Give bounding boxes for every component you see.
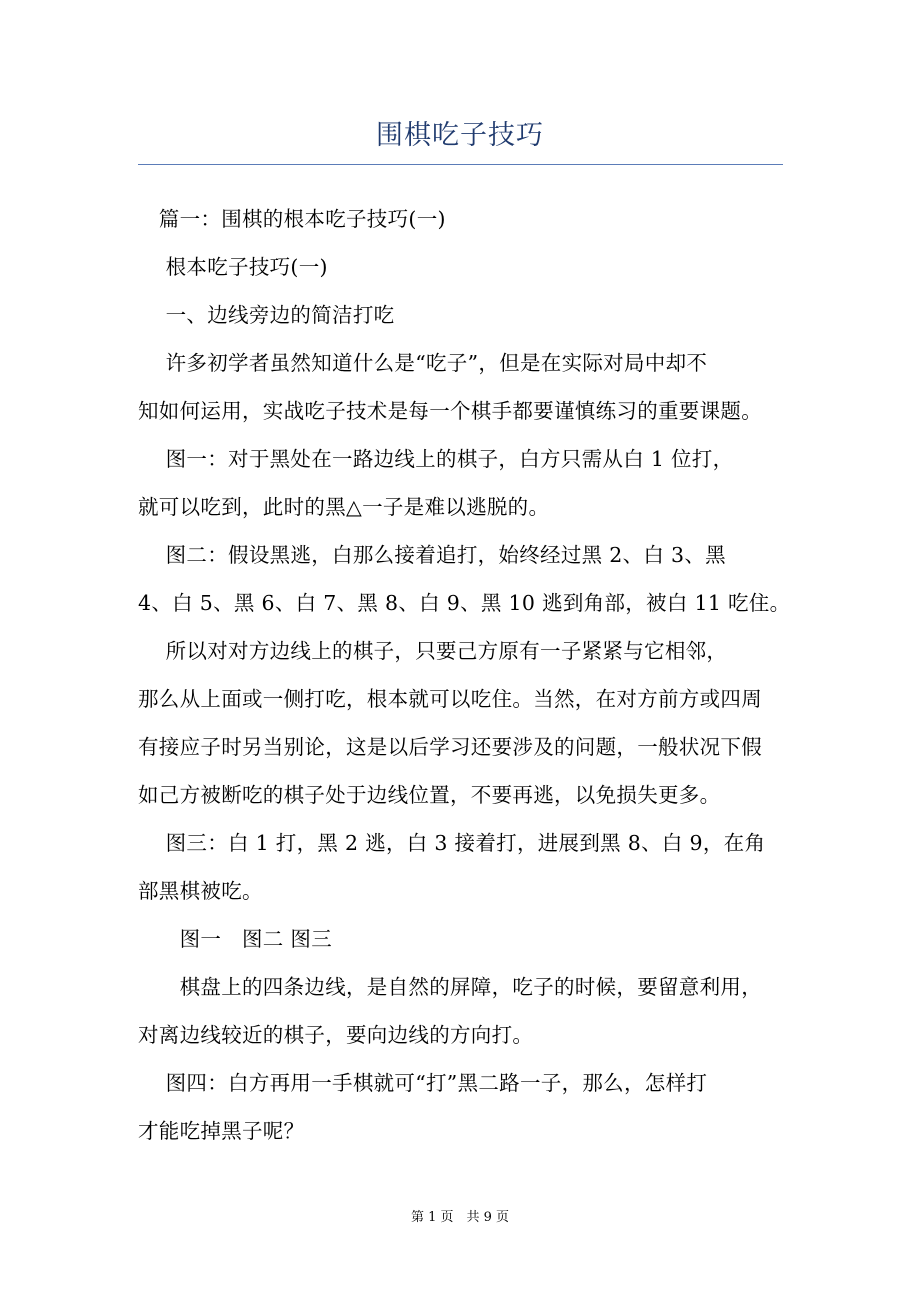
text-line: 如己方被断吃的棋子处于边线位置，不要再逃，以免损失更多。 (138, 783, 721, 807)
text-line: 根本吃子技巧(一) (138, 255, 328, 279)
text-line: 一、边线旁边的简洁打吃 (138, 303, 395, 327)
text-line: 部黑棋被吃。 (138, 879, 263, 903)
text-line: 图三：白 1 打，黑 2 逃，白 3 接着打，进展到黑 8、白 9，在角 (138, 831, 766, 855)
text-line: 所以对对方边线上的棋子，只要己方原有一子紧紧与它相邻， (138, 639, 728, 663)
title-underline (138, 164, 783, 165)
text-line: 篇一：围棋的根本吃子技巧(一) (138, 207, 446, 231)
document-body (138, 195, 791, 1155)
text-line: 棋盘上的四条边线，是自然的屏障，吃子的时候，要留意利用， (138, 975, 762, 999)
text-line: 就可以吃到，此时的黑△一子是难以逃脱的。 (138, 495, 550, 519)
text-line: 才能吃掉黑子呢？ (138, 1119, 305, 1143)
document-title: 围棋吃子技巧 (376, 120, 544, 151)
text-line: 有接应子时另当别论，这是以后学习还要涉及的问题，一般状况下假 (138, 735, 762, 759)
text-line: 图四：白方再用一手棋就可“打”黑二路一子，那么，怎样打 (138, 1071, 708, 1095)
figure-labels: 图一 图二 图三 (138, 927, 333, 951)
text-line: 知如何运用，实战吃子技术是每一个棋手都要谨慎练习的重要课题。 (138, 399, 762, 423)
text-line: 那么从上面或一侧打吃，根本就可以吃住。当然，在对方前方或四周 (138, 687, 762, 711)
text-line: 许多初学者虽然知道什么是“吃子”，但是在实际对局中却不 (138, 351, 708, 375)
text-line: 图一：对于黑处在一路边线上的棋子，白方只需从白 1 位打， (138, 447, 734, 471)
page-number: 第 1 页 共 9 页 (410, 1210, 510, 1225)
text-line: 对离边线较近的棋子，要向边线的方向打。 (138, 1023, 534, 1047)
text-line: 4、白 5、黑 6、白 7、黑 8、白 9、黑 10 逃到角部，被白 11 吃住。 (138, 591, 791, 615)
text-line: 图二：假设黑逃，白那么接着追打，始终经过黑 2、白 3、黑 (138, 543, 726, 567)
